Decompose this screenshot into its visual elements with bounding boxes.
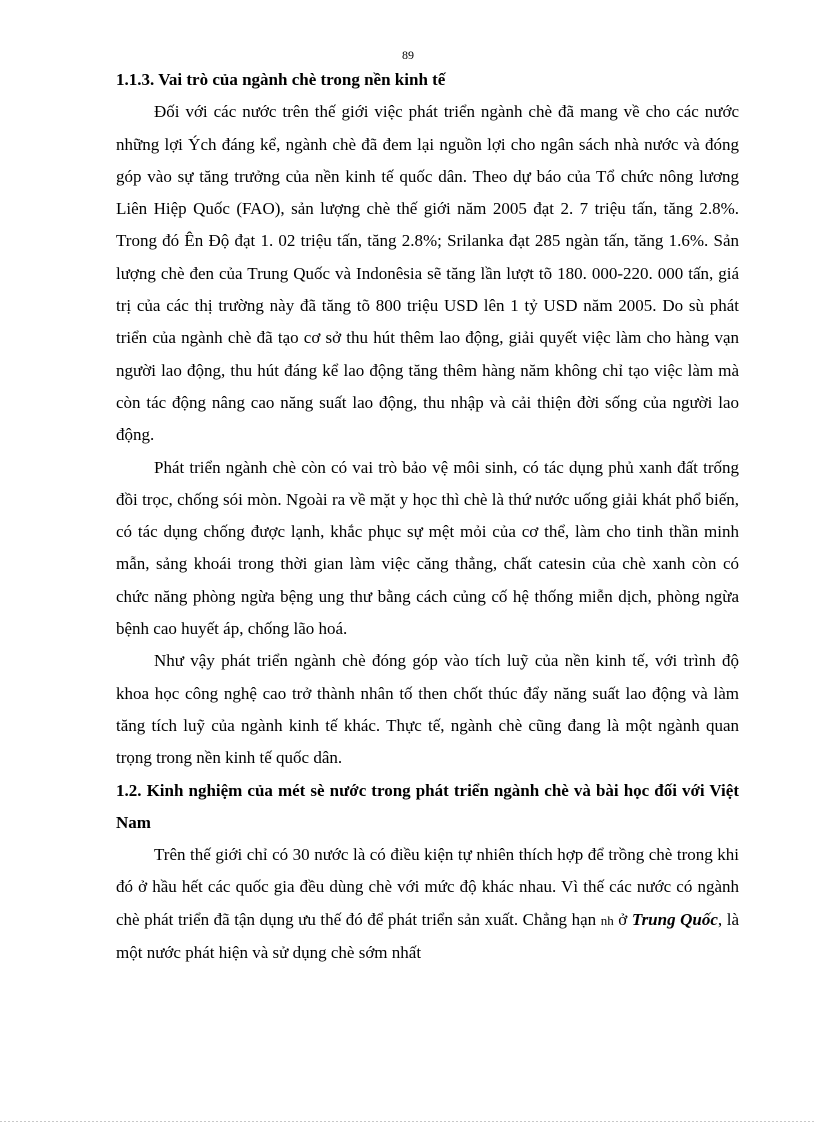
- bottom-dotted-rule: [0, 1121, 816, 1122]
- page-number: 89: [402, 48, 414, 62]
- paragraph-accumulation: Như vậy phát triển ngành chè đóng góp vào tích luỹ của nền kinh tế, với trình độ khoa học công nghệ cao trở thành nhân tố then chốt thúc đẩy năng suất lao động và làm tăng tích luỹ của ngành kinh tế khác. Thực tế, ngành chè cũng đang là một ngành quan trọng trong nền kinh tế quốc dân.: [116, 651, 739, 768]
- paragraph-world-experience: [116, 839, 739, 969]
- section-heading-1-2: 1.2. Kinh nghiệm của mét sè nước trong phát triển ngành chè và bài học đối với Việt Nam: [116, 780, 739, 832]
- section-heading-1-1-3: 1.1.3. Vai trò của ngành chè trong nền kinh tế: [116, 70, 446, 89]
- page-content: [116, 64, 739, 969]
- paragraph-world-experience-text: Trên thế giới chỉ có 30 nước là có điều kiện tự nhiên thích hợp để trồng chè trong khi đó ở hầu hết các quốc gia đều dùng chè với mức độ khác nhau. Vì thế các nước có ngành chè phát triển đã tận dụng ưu thế đó để phát triển sản xuất. Chẳng hạn: [116, 845, 739, 929]
- paragraph-tail: , là một nước phát hiện và sử dụng chè sớm nhất: [116, 909, 739, 963]
- paragraph-economic-role: Đối với các nước trên thế giới việc phát triển ngành chè đã mang về cho các nước những lợi Ých đáng kể, ngành chè đã đem lại nguồn lợi cho ngân sách nhà nước và đóng góp vào sự tăng trưởng của nền kinh tế quốc dân. Theo dự báo của Tổ chức nông lương Liên Hiệp Quốc (FAO), sản lượng chè thế giới năm 2005 đạt 2. 7 triệu tấn, tăng 2.8%. Trong đó Ên Độ đạt 1. 02 triệu tấn, tăng 2.8%; Srilanka đạt 285 ngàn tấn, tăng 1.6%. Sản lượng chè đen của Trung Quốc và Indonêsia sẽ tăng lần lượt tõ 180. 000-220. 000 tấn, giá trị của các thị trường này đã tăng tõ 800 triệu USD lên 1 tỷ USD năm 2005. Do sù phát triển của ngành chè đã tạo cơ sở thu hút thêm lao động, giải quyết việc làm cho hàng vạn người lao động, thu hút đáng kể lao động tăng thêm hàng năm không chỉ tạo việc làm mà còn tác động nâng cao năng suất lao động, thu nhập và cải thiện đời sống của người lao động.: [116, 102, 739, 445]
- paragraph-small-fragment: nh: [600, 912, 614, 928]
- paragraph-environment-health: Phát triển ngành chè còn có vai trò bảo vệ môi sinh, có tác dụng phủ xanh đất trống đồi trọc, chống sói mòn. Ngoài ra về mặt y học thì chè là thứ nước uống giải khát phổ biến, có tác dụng chống được lạnh, khắc phục sự mệt mỏi của cơ thể, làm cho tinh thần minh mẫn, sảng khoái trong thời gian làm việc căng thẳng, chất catesin của chè xanh còn có chức năng phòng ngừa bệng ung thư bằng cách củng cố hệ thống miễn dịch, phòng ngừa bệnh cao huyết áp, chống lão hoá.: [116, 457, 739, 639]
- paragraph-pre-emphasis: ở: [613, 909, 632, 929]
- emphasis-trung-quoc: Trung Quốc: [631, 909, 718, 929]
